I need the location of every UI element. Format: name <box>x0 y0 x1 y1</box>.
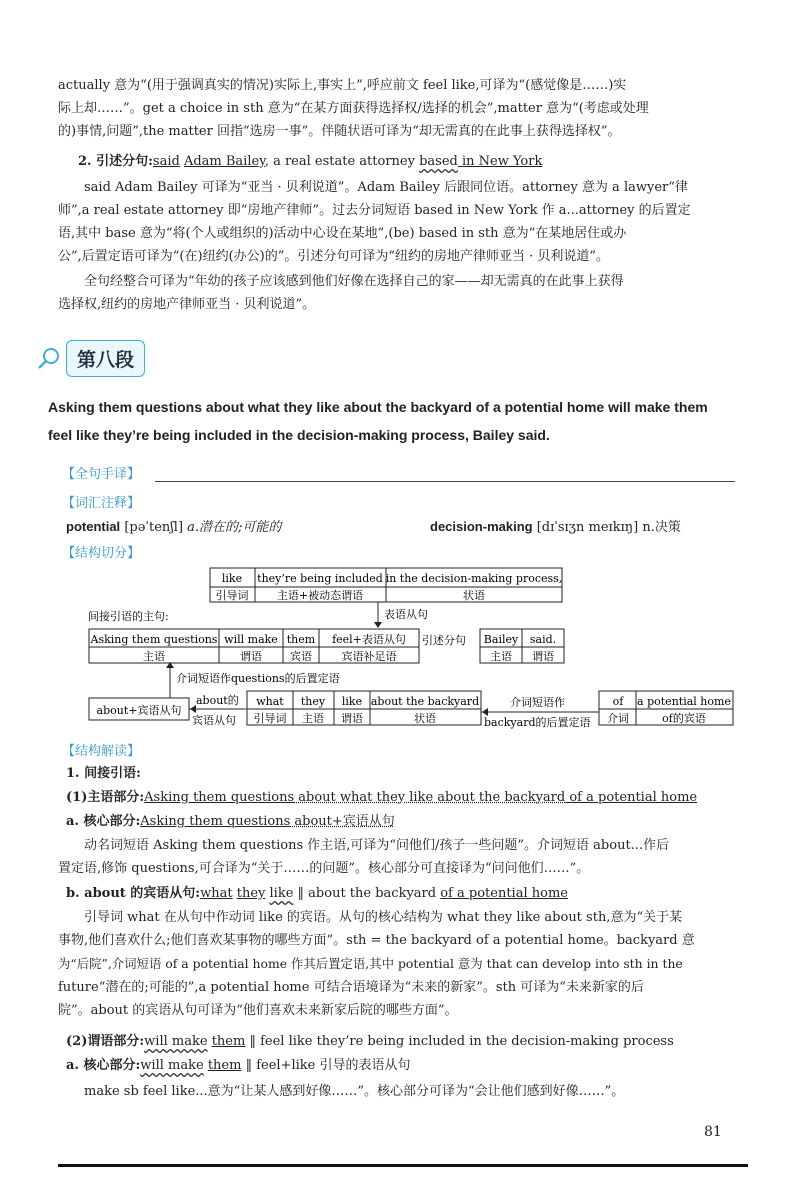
diagram-note: 间接引语的主句: <box>88 610 169 623</box>
label-vocab: 【词汇注释】 <box>62 496 141 511</box>
vocab-phonetic: [pəˈtenʃl] <box>124 520 184 535</box>
diagram-role: 宾语补足语 <box>341 650 397 663</box>
diagram-word: of <box>612 695 624 708</box>
label-analysis: 【结构解读】 <box>62 744 141 759</box>
diagram-role: 引导词 <box>215 589 249 602</box>
clause-line-b: b. about 的宾语从句:what they like ‖ about the backyard of a potential home <box>66 886 568 901</box>
diagram-word: about+宾语从句 <box>96 704 182 717</box>
diagram-role: of的宾语 <box>662 712 706 725</box>
text-line: 的)事情,问题”,the matter 回指“选房一事”。伴随状语可译为“却无需真的在此事上获得选择权”。 <box>58 124 621 139</box>
diagram-word: like <box>221 572 243 585</box>
diagram-role: 主语 <box>143 650 165 663</box>
translation-blank-line <box>155 481 735 482</box>
diagram-note: about的 <box>196 694 239 707</box>
diagram-role: 谓语 <box>532 650 554 663</box>
vocab-phonetic: [dɪˈsɪʒn meɪkɪŋ] <box>536 520 639 535</box>
vocab-def: a.潜在的;可能的 <box>187 520 282 535</box>
diagram-role: 状语 <box>463 589 485 602</box>
diagram-word: Asking them questions <box>90 633 218 646</box>
diagram-note: 表语从句 <box>384 608 428 621</box>
source-sentence: Asking them questions about what they like about the backyard of a potential home will make them feel like they’re being included in the decision-making process, Bailey said. <box>48 399 708 443</box>
diagram-note: 介词短语作 <box>510 696 565 709</box>
subject-part-line: (1)主语部分:Asking them questions about what they like about the backyard of a potential home <box>66 790 698 805</box>
text-line: 际上却……”。get a choice in sth 意为“在某方面获得选择权/选择的机会”,matter 意为“(考虑或处理 <box>58 101 649 116</box>
diagram-role: 谓语 <box>341 712 363 725</box>
core-line-c: a. 核心部分:will make them ‖ feel+like 引导的表语从句 <box>66 1058 411 1073</box>
diagram-word: a potential home <box>637 695 731 708</box>
diagram-word: feel+表语从句 <box>332 633 406 646</box>
analysis-heading: 1. 间接引语: <box>66 766 141 781</box>
label-translation: 【全句手译】 <box>62 467 141 482</box>
diagram-role: 主语+被动态谓语 <box>276 589 364 602</box>
analysis-para-a: 动名词短语 Asking them questions 作主语,可译为“问他们/孩子一些问题”。介词短语 about...作后 置定语,修饰 questions,可合译为“关于……的问题”。核心部分可直接译为“问问他们……”。 <box>58 838 670 876</box>
page-number: 81 <box>704 1124 722 1140</box>
diagram-role: 宾语 <box>290 650 312 663</box>
diagram-word: said. <box>529 633 557 646</box>
analysis-para-c: make sb feel like...意为“让某人感到好像……”。核心部分可译为“会让他们感到好像……”。 <box>84 1084 625 1099</box>
diagram-word: about the backyard <box>370 695 480 708</box>
diagram-word: will make <box>224 633 278 646</box>
label-structure: 【结构切分】 <box>62 546 141 561</box>
vocab-line <box>66 516 746 535</box>
intro-paragraph <box>58 74 748 143</box>
diagram-word: they’re being included <box>257 572 383 585</box>
predicate-part-line: (2)谓语部分:will make them ‖ feel like they’re being included in the decision-making process <box>66 1034 674 1049</box>
diagram-note: 引述分句 <box>422 634 466 647</box>
text-line: actually 意为“(用于强调真实的情况)实际上,事实上”,呼应前文 feel like,可译为“(感觉像是……)实 <box>58 78 627 93</box>
section-title: 第八段 <box>66 340 145 377</box>
vocab-word: decision-making <box>430 519 533 534</box>
item-heading: 2. 引述分句:said Adam Bailey, a real estate attorney based in New York <box>78 154 543 169</box>
footer-rule <box>58 1164 748 1167</box>
diagram-word: what <box>256 695 284 708</box>
vocab-def: n.决策 <box>642 520 681 535</box>
diagram-word: in the decision-making process, <box>385 572 563 585</box>
summary-paragraph: 全句经整合可译为“年幼的孩子应该感到他们好像在选择自己的家——却无需真的在此事上获得 选择权,纽约的房地产律师亚当 · 贝利说道”。 <box>58 274 624 312</box>
diagram-note: 介词短语作questions的后置定语 <box>176 672 340 685</box>
diagram-role: 谓语 <box>240 650 262 663</box>
diagram-note: 宾语从句 <box>192 714 236 727</box>
structure-diagram <box>0 560 800 740</box>
vocab-word: potential <box>66 519 121 534</box>
diagram-word: them <box>286 633 316 646</box>
core-line-a: a. 核心部分:Asking them questions about+宾语从句 <box>66 814 395 829</box>
diagram-word: like <box>341 695 363 708</box>
diagram-word: Bailey <box>483 633 519 646</box>
diagram-word: they <box>300 695 326 708</box>
analysis-para-b: 引导词 what 在从句中作动词 like 的宾语。从句的核心结构为 what they like about sth,意为“关于某 事物,他们喜欢什么;他们喜欢某事物的哪些方面”。sth = the backyard of a potential home。backyard 意 为“后院”,介词短语 of a potential home 作其后置定语,其中 potential 意为 that can develop into sth in the future“潜在的;可能的”,a potential home 可结合语境译为“未来的新家”。sth 可译为“未来新家的后 院”。about 的宾语从句可译为“他们喜欢未来新家后院的哪些方面”。 <box>58 910 695 1018</box>
magnifier-icon <box>36 346 62 372</box>
diagram-role: 介词 <box>607 712 629 725</box>
item2-paragraph: said Adam Bailey 可译为“亚当 · 贝利说道”。Adam Bailey 后跟同位语。attorney 意为 a lawyer“律 师”,a real estate attorney 即“房地产律师”。过去分词短语 based in New York 作 a...attorney 的后置定 语,其中 base 意为“将(个人或组织的)活动中心设在某地”,(be) based in sth 意为“在某地居住或办 公”,后置定语可译为“(在)纽约(办公)的”。引述分句可译为“纽约的房地产律师亚当 · 贝利说道”。 <box>58 180 691 264</box>
diagram-role: 主语 <box>490 650 512 663</box>
diagram-role: 状语 <box>414 712 436 725</box>
section-header <box>36 340 145 377</box>
diagram-note: backyard的后置定语 <box>484 716 591 729</box>
diagram-role: 主语 <box>302 712 324 725</box>
diagram-role: 引导词 <box>253 712 287 725</box>
